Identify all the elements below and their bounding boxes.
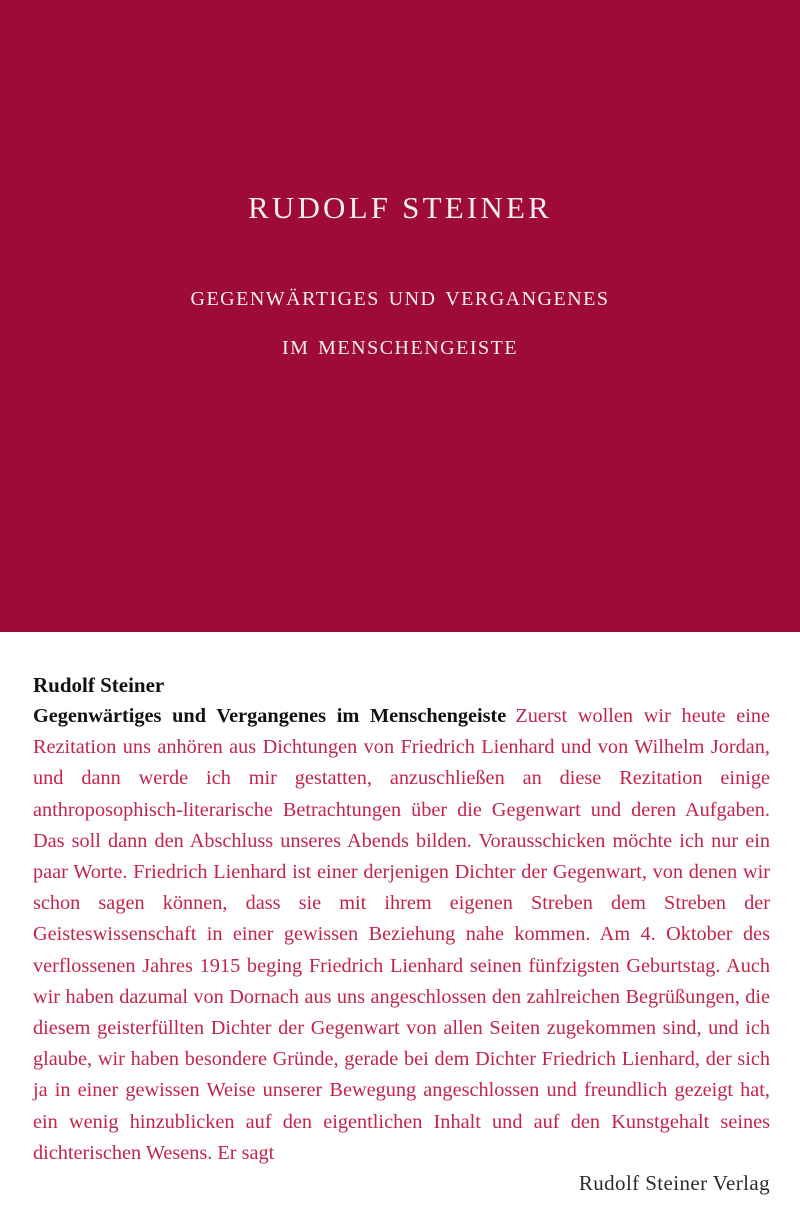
blurb-work-title: Gegenwärtiges und Vergangenes im Menschengeiste — [33, 705, 507, 727]
cover-title-line-2: im menschengeiste — [281, 329, 519, 361]
publisher-imprint: Rudolf Steiner Verlag — [565, 1170, 770, 1196]
back-cover-blurb — [33, 671, 770, 1169]
blurb-excerpt-text: Zuerst wollen wir heute eine Rezitation uns anhören aus Dichtungen von Friedrich Lienhard und von Wilhelm Jordan, und dann werde ich mir gestatten, anzuschließen an diese Rezitation einige anthroposophisch-literarische Betrachtungen über die Gegenwart und deren Aufgaben. Das soll dann den Abschluss unseres Abends bilden. Vorausschicken möchte ich nur ein paar Worte. Friedrich Lienhard ist einer derjenigen Dichter der Gegenwart, von denen wir schon sagen können, dass sie mit ihrem eigenen Streben dem Streben der Geisteswissenschaft in einer gewissen Beziehung nahe kommen. Am 4. Oktober des verflossenen Jahres 1915 beging Friedrich Lienhard seinen fünfzigsten Geburtstag. Auch wir haben dazumal von Dornach aus uns angeschlossen den zahlreichen Begrüßungen, die diesem geisterfüllten Dichter der Gegenwart von allen Seiten zugekommen sind, und ich glaube, wir haben besondere Gründe, gerade bei dem Dichter Friedrich Lienhard, der sich ja in einer gewissen Weise unserer Bewegung angeschlossen und freundlich gezeigt hat, ein wenig hinzublicken auf den eigentlichen Inhalt und auf den Kunstgehalt seines dichterischen Wesens. Er sagt — [33, 705, 770, 1164]
cover-bottom-panel — [0, 632, 800, 1218]
cover-title — [0, 272, 800, 370]
blurb-paragraph — [33, 701, 770, 1169]
cover-title-line-1: gegenwärtiges und vergangenes — [190, 280, 610, 312]
cover-author-name: RUDOLF STEINER — [247, 190, 552, 225]
blurb-author-name: Rudolf Steiner — [33, 673, 165, 697]
